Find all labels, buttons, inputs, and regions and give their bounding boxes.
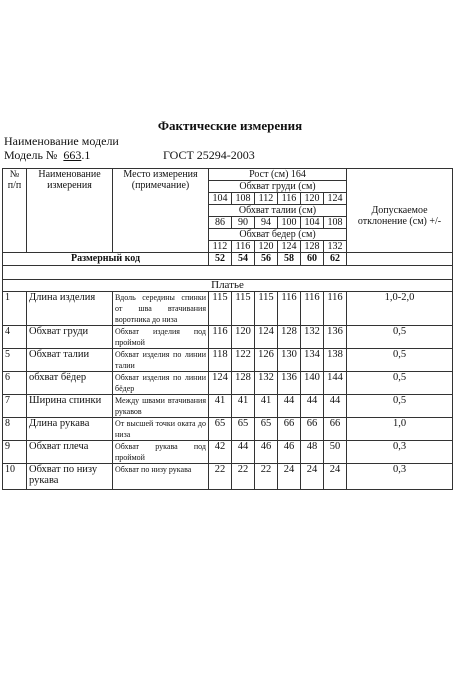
measurement-value: 118 [209, 349, 232, 372]
measurement-value: 65 [209, 418, 232, 441]
hip-value: 120 [255, 241, 278, 253]
model-number-line [4, 148, 90, 163]
measurement-value: 44 [301, 395, 324, 418]
model-number-suffix: .1 [81, 148, 91, 162]
hip-value: 124 [278, 241, 301, 253]
chest-value: 116 [278, 193, 301, 205]
header-place: Место измерения (примечание) [113, 169, 209, 253]
tolerance-value: 0,5 [347, 395, 453, 418]
measurement-place: Обхват изделия по линии бёдер [113, 372, 209, 395]
hip-value: 128 [301, 241, 324, 253]
measurement-name: Обхват плеча [27, 441, 113, 464]
row-number: 5 [3, 349, 27, 372]
header-waist: Обхват талии (см) [209, 205, 347, 217]
measurement-value: 130 [278, 349, 301, 372]
measurement-value: 44 [232, 441, 255, 464]
row-number: 7 [3, 395, 27, 418]
measurement-value: 115 [232, 292, 255, 326]
measurement-value: 44 [324, 395, 347, 418]
header-height: Рост (см) 164 [209, 169, 347, 181]
measurement-value: 122 [232, 349, 255, 372]
header-name: Наименование измерения [27, 169, 113, 253]
blank-row [3, 266, 453, 280]
measurement-place: Обхват изделия под проймой [113, 326, 209, 349]
size-code: 54 [232, 253, 255, 266]
size-code: 62 [324, 253, 347, 266]
row-number: 8 [3, 418, 27, 441]
page-title: Фактические измерения [157, 118, 303, 133]
measurement-value: 24 [278, 464, 301, 490]
measurement-value: 22 [255, 464, 278, 490]
tolerance-value: 0,5 [347, 372, 453, 395]
measurement-value: 140 [301, 372, 324, 395]
measurement-value: 138 [324, 349, 347, 372]
measurement-value: 124 [255, 326, 278, 349]
measurement-value: 116 [278, 292, 301, 326]
measurement-place: Обхват рукава под проймой [113, 441, 209, 464]
measurement-value: 116 [324, 292, 347, 326]
waist-value: 86 [209, 217, 232, 229]
measurement-value: 50 [324, 441, 347, 464]
measurement-value: 22 [232, 464, 255, 490]
measurement-value: 66 [301, 418, 324, 441]
measurement-name: Обхват талии [27, 349, 113, 372]
measurement-name: Длина рукава [27, 418, 113, 441]
size-code: 58 [278, 253, 301, 266]
row-number: 4 [3, 326, 27, 349]
tolerance-value: 0,5 [347, 349, 453, 372]
measurements-table [2, 168, 453, 490]
measurement-value: 132 [255, 372, 278, 395]
measurement-value: 134 [301, 349, 324, 372]
table-row [3, 349, 453, 372]
measurement-value: 136 [278, 372, 301, 395]
measurement-value: 115 [255, 292, 278, 326]
measurement-value: 116 [301, 292, 324, 326]
measurement-value: 126 [255, 349, 278, 372]
table-row [3, 372, 453, 395]
row-number: 9 [3, 441, 27, 464]
measurement-name: Обхват по низу рукава [27, 464, 113, 490]
section-title: Платье [3, 280, 453, 292]
measurement-value: 46 [278, 441, 301, 464]
hip-value: 132 [324, 241, 347, 253]
table-row [3, 292, 453, 326]
chest-value: 104 [209, 193, 232, 205]
measurement-value: 144 [324, 372, 347, 395]
size-code-label: Размерный код [3, 253, 209, 266]
measurement-place: Обхват по низу рукава [113, 464, 209, 490]
tolerance-value: 1,0-2,0 [347, 292, 453, 326]
waist-value: 104 [301, 217, 324, 229]
measurement-place: Вдоль середины спинки от шва втачивания воротника до низа [113, 292, 209, 326]
table-row [3, 418, 453, 441]
measurement-place: От высшей точки оката до низа [113, 418, 209, 441]
model-number-label: Модель № [4, 148, 58, 162]
model-number: 663 [63, 148, 82, 162]
measurement-value: 116 [209, 326, 232, 349]
chest-value: 124 [324, 193, 347, 205]
table-row [3, 441, 453, 464]
measurement-value: 48 [301, 441, 324, 464]
tolerance-value: 0,3 [347, 464, 453, 490]
size-code-tolerance-empty [347, 253, 453, 266]
table-row [3, 395, 453, 418]
tolerance-value: 0,5 [347, 326, 453, 349]
chest-value: 120 [301, 193, 324, 205]
measurement-value: 44 [278, 395, 301, 418]
measurement-name: Обхват груди [27, 326, 113, 349]
measurement-value: 115 [209, 292, 232, 326]
measurement-name: Длина изделия [27, 292, 113, 326]
chest-value: 108 [232, 193, 255, 205]
measurement-value: 24 [324, 464, 347, 490]
tolerance-value: 1,0 [347, 418, 453, 441]
waist-value: 100 [278, 217, 301, 229]
table-row [3, 464, 453, 490]
header-tolerance: Допускаемое отклонение (см) +/- [347, 181, 453, 253]
model-name-label: Наименование модели [4, 134, 119, 148]
header-hip: Обхват бедер (см) [209, 229, 347, 241]
header-tolerance-top [347, 169, 453, 181]
table-row [3, 326, 453, 349]
measurement-value: 41 [255, 395, 278, 418]
measurement-value: 66 [278, 418, 301, 441]
chest-value: 112 [255, 193, 278, 205]
waist-value: 94 [255, 217, 278, 229]
hip-value: 116 [232, 241, 255, 253]
waist-value: 90 [232, 217, 255, 229]
measurement-name: Ширина спинки [27, 395, 113, 418]
measurement-value: 120 [232, 326, 255, 349]
measurement-value: 41 [232, 395, 255, 418]
measurement-value: 128 [232, 372, 255, 395]
row-number: 6 [3, 372, 27, 395]
gost-standard: ГОСТ 25294-2003 [163, 148, 255, 162]
measurement-value: 24 [301, 464, 324, 490]
waist-value: 108 [324, 217, 347, 229]
measurement-value: 136 [324, 326, 347, 349]
row-number: 10 [3, 464, 27, 490]
measurement-value: 65 [232, 418, 255, 441]
measurement-value: 132 [301, 326, 324, 349]
measurement-value: 42 [209, 441, 232, 464]
measurement-value: 22 [209, 464, 232, 490]
measurement-place: Обхват изделия по линии талии [113, 349, 209, 372]
hip-value: 112 [209, 241, 232, 253]
measurement-place: Между швами втачивания рукавов [113, 395, 209, 418]
measurement-value: 128 [278, 326, 301, 349]
measurement-name: обхват бёдер [27, 372, 113, 395]
header-num: № п/п [3, 169, 27, 253]
measurement-value: 124 [209, 372, 232, 395]
size-code: 56 [255, 253, 278, 266]
size-code: 60 [301, 253, 324, 266]
tolerance-value: 0,3 [347, 441, 453, 464]
size-code: 52 [209, 253, 232, 266]
measurement-value: 46 [255, 441, 278, 464]
header-chest: Обхват груди (см) [209, 181, 347, 193]
measurement-value: 41 [209, 395, 232, 418]
measurement-value: 65 [255, 418, 278, 441]
row-number: 1 [3, 292, 27, 326]
measurement-value: 66 [324, 418, 347, 441]
